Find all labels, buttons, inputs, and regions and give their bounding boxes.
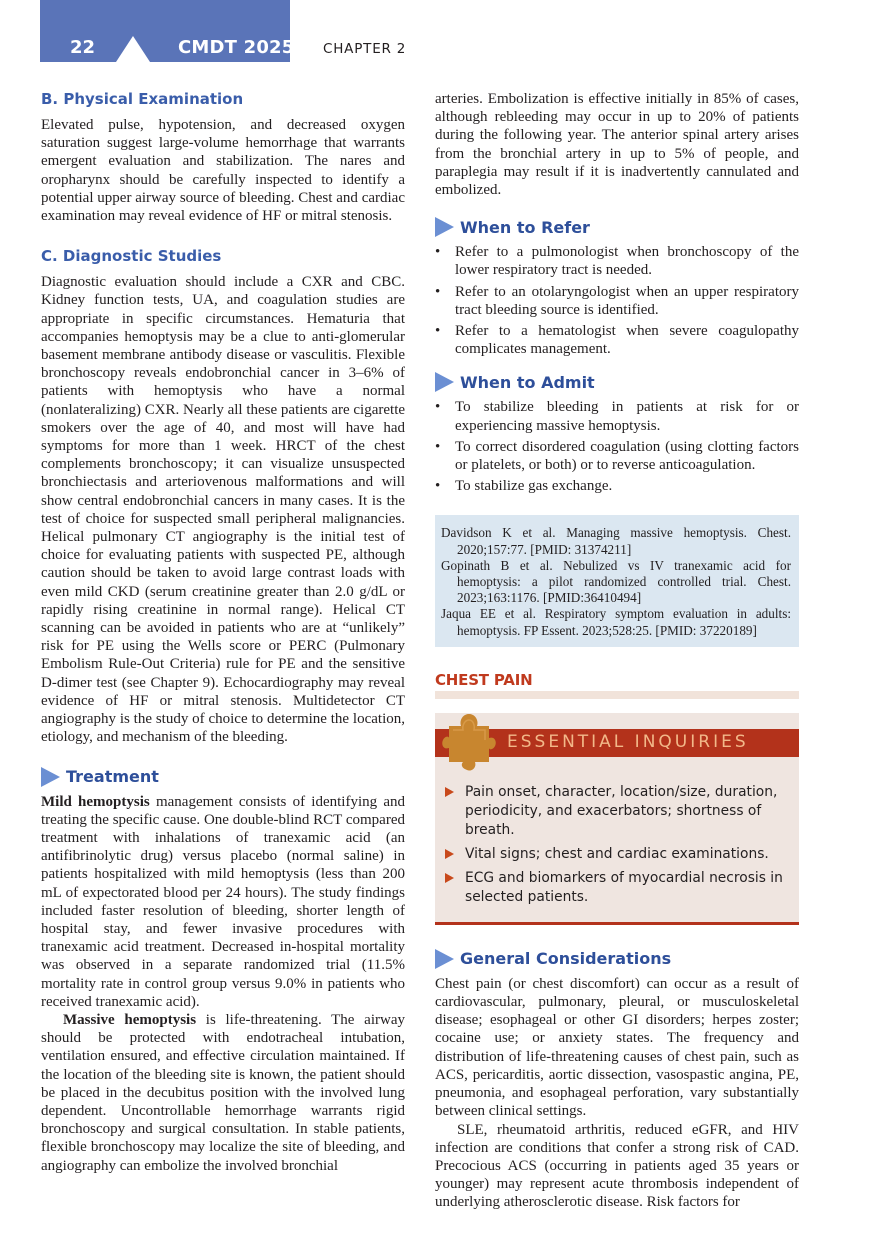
chest-pain-section bbox=[435, 671, 799, 925]
chest-pain-rule bbox=[435, 691, 799, 699]
list-item bbox=[465, 783, 789, 840]
general-heading-label: General Considerations bbox=[460, 949, 672, 969]
diagnostic-heading: C. Diagnostic Studies bbox=[41, 247, 222, 266]
massive-hemoptysis-text: is life-threatening. The airway should be protected with endotracheal intubation, ventilation ensured, and effective circulation maintained. If the location of the bleeding site is known, the patient should be placed in the decubitus position with the involved lung dependent. Uncontrollable hemorrhage warrants rigid bronchoscopy and surgical consultation. In stable patients, flexible bronchoscopy may localize the site of bleeding, and angiography can embolize the involved bronchial bbox=[41, 1011, 405, 1174]
list-item bbox=[465, 869, 789, 907]
mild-hemoptysis-term: Mild hemoptysis bbox=[41, 793, 150, 810]
general-paragraph-2: SLE, rheumatoid arthritis, reduced eGFR, and HIV infection are conditions that confer a strong risk of CAD. Precocious ACS (occurring in patients aged 35 years or younger) may represent acute thrombosis independent of underlying atherosclerotic disease. Risk factors for bbox=[435, 1121, 799, 1211]
page-number: 22 bbox=[70, 37, 96, 58]
refer-heading bbox=[435, 217, 799, 237]
chapter-label: CHAPTER 2 bbox=[323, 41, 407, 57]
section-arrow-icon bbox=[435, 372, 454, 392]
list-item: • To correct disordered coagulation (using clotting factors or platelets, or both) or to reverse anticoagulation. bbox=[435, 438, 799, 474]
reference: Gopinath B et al. Nebulized vs IV tranexamic acid for hemoptysis: a pilot randomized controlled trial. Chest. 2023;163:1176. [PMID:36410494] bbox=[441, 557, 791, 606]
left-column bbox=[41, 90, 405, 1175]
essential-inquiries-label: ESSENTIAL INQUIRIES bbox=[507, 731, 749, 752]
book-title: CMDT 2025 bbox=[178, 37, 295, 58]
mild-hemoptysis-paragraph bbox=[41, 793, 405, 1011]
physical-exam-heading: B. Physical Examination bbox=[41, 90, 244, 108]
list-item: • Refer to an otolaryngologist when an upper respiratory tract bleeding source is identified. bbox=[435, 283, 799, 319]
admit-heading bbox=[435, 372, 799, 392]
physical-exam-text: Elevated pulse, hypotension, and decreased oxygen saturation suggest large-volume hemorrhage that warrants emergent evaluation and stabilization. The nares and oropharynx should be carefully inspected to identify a potential upper airway source of bleeding. Chest and cardiac examination may reveal evidence of HF or mitral stenosis. bbox=[41, 117, 405, 225]
essential-inquiries-box bbox=[435, 713, 799, 925]
reference: Davidson K et al. Managing massive hemoptysis. Chest. 2020;157:77. [PMID: 31374211] bbox=[441, 525, 791, 557]
inquiry-text: Pain onset, character, location/size, duration, periodicity, and exacerbators; shortness of breath. bbox=[465, 783, 778, 838]
general-paragraph-1: Chest pain (or chest discomfort) can occur as a result of cardiovascular, pulmonary, pleural, or musculoskeletal disease; esophageal or other GI disorders; herpes zoster; cocaine use; or anxiety states. The frequency and distribution of life-threatening causes of chest pain, such as ACS, pericarditis, aortic dissection, vasospastic angina, PE, pneumonia, and esophageal perforation, vary substantially between clinical settings. bbox=[435, 975, 799, 1120]
list-item: • To stabilize gas exchange. bbox=[435, 477, 799, 495]
section-arrow-icon bbox=[435, 217, 454, 237]
triangle-bullet-icon bbox=[445, 873, 454, 883]
embolization-text: arteries. Embolization is effective initially in 85% of cases, although rebleeding may occur in up to 20% of patients during the following year. The anterior spinal artery arises from the bronchial artery in up to 5% of people, and paraplegia may result if it is inadvertently cannulated and embolized. bbox=[435, 91, 799, 199]
inquiry-text: Vital signs; chest and cardiac examinations. bbox=[465, 845, 769, 862]
admit-list bbox=[435, 398, 799, 495]
list-item: • Refer to a pulmonologist when bronchoscopy of the lower respiratory tract is needed. bbox=[435, 243, 799, 279]
list-item: • Refer to a hematologist when severe coagulopathy complicates management. bbox=[435, 322, 799, 358]
treatment-heading bbox=[41, 767, 405, 787]
right-column bbox=[435, 90, 799, 1212]
mild-hemoptysis-text: management consists of identifying and treating the specific cause. One double-blind RCT compared treatment with inhalations of tranexamic acid (an antifibrinolytic drug) versus placebo (normal saline) in patients hospitalized with mild hemoptysis (less than 200 mL of expectorated blood per 24 hours). The study findings included faster resolution of bleeding, shorter length of hospital stay, and fewer invasive procedures with tranexamic acid treatment. Decreased in-hospital mortality was observed in a separate randomized trial (11.5% mortality rate in control group versus 9.0% in patients who received tranexamic acid). bbox=[41, 793, 405, 1010]
triangle-bullet-icon bbox=[445, 849, 454, 859]
triangle-bullet-icon bbox=[445, 787, 454, 797]
diagnostic-text: Diagnostic evaluation should include a CXR and CBC. Kidney function tests, UA, and coagulation studies are appropriate in specific circumstances. Hematuria that accompanies hemoptysis may be a clue to anti-glomerular basement membrane antibody disease or vasculitis. Flexible bronchoscopy reveals endobronchial cancer in 3–6% of patients with hemoptysis who have a normal (nonlateralizing) CXR. Nearly all these patients are cigarette smokers over the age of 40, and most will have had symptoms for more than 1 week. HRCT of the chest complements bronchoscopy; it can visualize unsuspected bronchiectasis and arteriovenous malformations and will show central endobronchial cancers in many cases. It is the test of choice for suspected small peripheral malignancies. Helical pulmonary CT angiography is the initial test of choice for evaluating patients with suspected PE, although caution should be taken to avoid large contrast loads with even mild CKD (serum creatinine greater than 2.0 g/dL or rapidly rising creatinine in normal range). Helical CT scanning can be avoided in patients who are at “unlikely” risk for PE using the Wells score or PERC (Pulmonary Embolism Rule-Out Criteria) rule for PE and the sensitive D-dimer test (see Chapter 9). Echocardiography may reveal evidence of HF or mitral stenosis. Multidetector CT angiography is the study of choice to determine the location, etiology, and mechanism of the bleeding. bbox=[41, 274, 406, 746]
header-notch bbox=[116, 36, 150, 62]
list-item: • To stabilize bleeding in patients at risk for or experiencing massive hemoptysis. bbox=[435, 398, 799, 434]
massive-hemoptysis-term: Massive hemoptysis bbox=[63, 1011, 197, 1028]
admit-heading-label: When to Admit bbox=[460, 372, 595, 392]
treatment-heading-label: Treatment bbox=[66, 767, 159, 786]
section-arrow-icon bbox=[435, 949, 454, 969]
general-considerations-heading bbox=[435, 949, 799, 969]
puzzle-piece-icon bbox=[441, 710, 497, 772]
reference: Jaqua EE et al. Respiratory symptom evaluation in adults: hemoptysis. FP Essent. 2023;528:25. [PMID: 37220189] bbox=[441, 606, 791, 638]
refer-heading-label: When to Refer bbox=[460, 217, 590, 237]
refer-list bbox=[435, 243, 799, 358]
section-arrow-icon bbox=[41, 767, 60, 787]
chest-pain-title: CHEST PAIN bbox=[435, 670, 533, 689]
massive-hemoptysis-paragraph bbox=[41, 1011, 405, 1175]
inquiry-text: ECG and biomarkers of myocardial necrosis in selected patients. bbox=[465, 869, 783, 905]
references-box bbox=[435, 515, 799, 646]
list-item bbox=[465, 845, 789, 864]
